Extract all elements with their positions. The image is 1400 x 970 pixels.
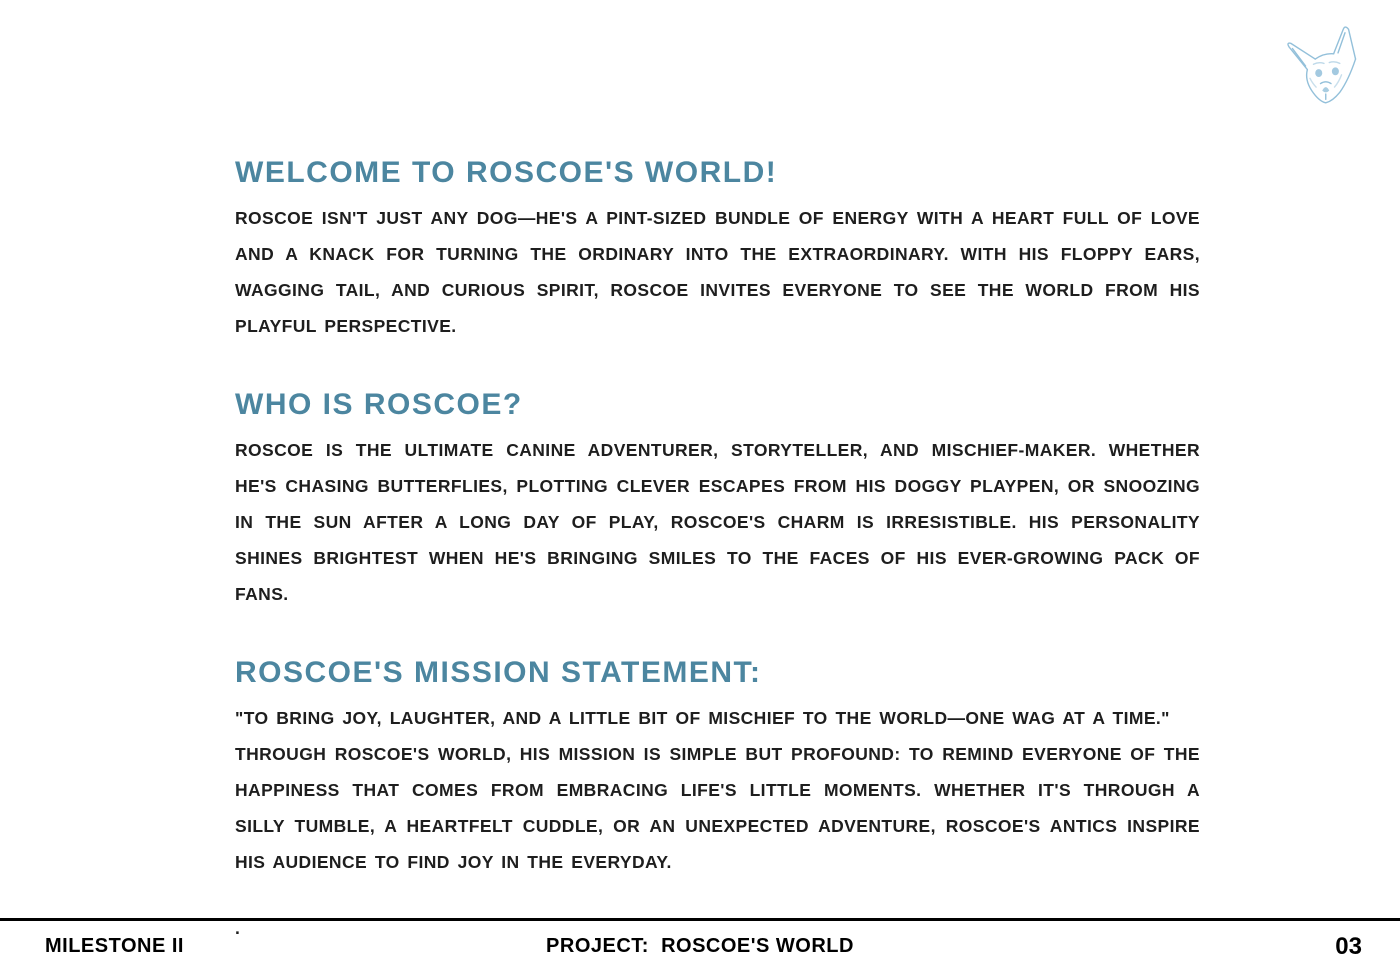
footer-milestone-label: MILESTONE II — [45, 935, 184, 957]
section-heading: WELCOME TO ROSCOE'S WORLD! — [235, 156, 778, 189]
page-footer — [0, 918, 1400, 970]
section-who-is-roscoe — [235, 388, 1200, 612]
trailing-period: . — [235, 918, 240, 938]
section-paragraph: THROUGH ROSCOE'S WORLD, HIS MISSION IS SIMPLE BUT PROFOUND: TO REMIND EVERYONE OF THE HAPPINESS THAT COMES FROM EMBRACING LIFE'S LITTLE MOMENTS. WHETHER IT'S THROUGH A SILLY TUMBLE, A HEARTFELT CUDDLE, OR AN UNEXPECTED ADVENTURE, ROSCOE'S ANTICS INSPIRE HIS AUDIENCE TO FIND JOY IN THE EVERYDAY. — [235, 744, 1200, 872]
section-heading: WHO IS ROSCOE? — [235, 388, 523, 421]
dog-head-logo-icon — [1280, 24, 1368, 116]
section-mission-statement — [235, 656, 1200, 880]
footer-project-label: PROJECT: ROSCOE'S WORLD — [546, 935, 854, 957]
section-paragraph: ROSCOE IS THE ULTIMATE CANINE ADVENTURER, STORYTELLER, AND MISCHIEF-MAKER. WHETHER HE'S CHASING BUTTERFLIES, PLOTTING CLEVER ESCAPES FROM HIS DOGGY PLAYPEN, OR SNOOZING IN THE SUN AFTER A LONG DAY OF PLAY, ROSCOE'S CHARM IS IRRESISTIBLE. HIS PERSONALITY SHINES BRIGHTEST WHEN HE'S BRINGING SMILES TO THE FACES OF HIS EVER-GROWING PACK OF FANS. — [235, 440, 1200, 604]
section-paragraph: ROSCOE ISN'T JUST ANY DOG—HE'S A PINT-SIZED BUNDLE OF ENERGY WITH A HEART FULL OF LOVE AND A KNACK FOR TURNING THE ORDINARY INTO THE EXTRAORDINARY. WITH HIS FLOPPY EARS, WAGGING TAIL, AND CURIOUS SPIRIT, ROSCOE INVITES EVERYONE TO SEE THE WORLD FROM HIS PLAYFUL PERSPECTIVE. — [235, 208, 1200, 336]
section-welcome — [235, 156, 1200, 344]
footer-page-number: 03 — [1335, 933, 1362, 960]
page-content — [235, 156, 1200, 939]
mission-quote: "TO BRING JOY, LAUGHTER, AND A LITTLE BIT OF MISCHIEF TO THE WORLD—ONE WAG AT A TIME." — [235, 708, 1170, 728]
section-heading: ROSCOE'S MISSION STATEMENT: — [235, 656, 762, 689]
